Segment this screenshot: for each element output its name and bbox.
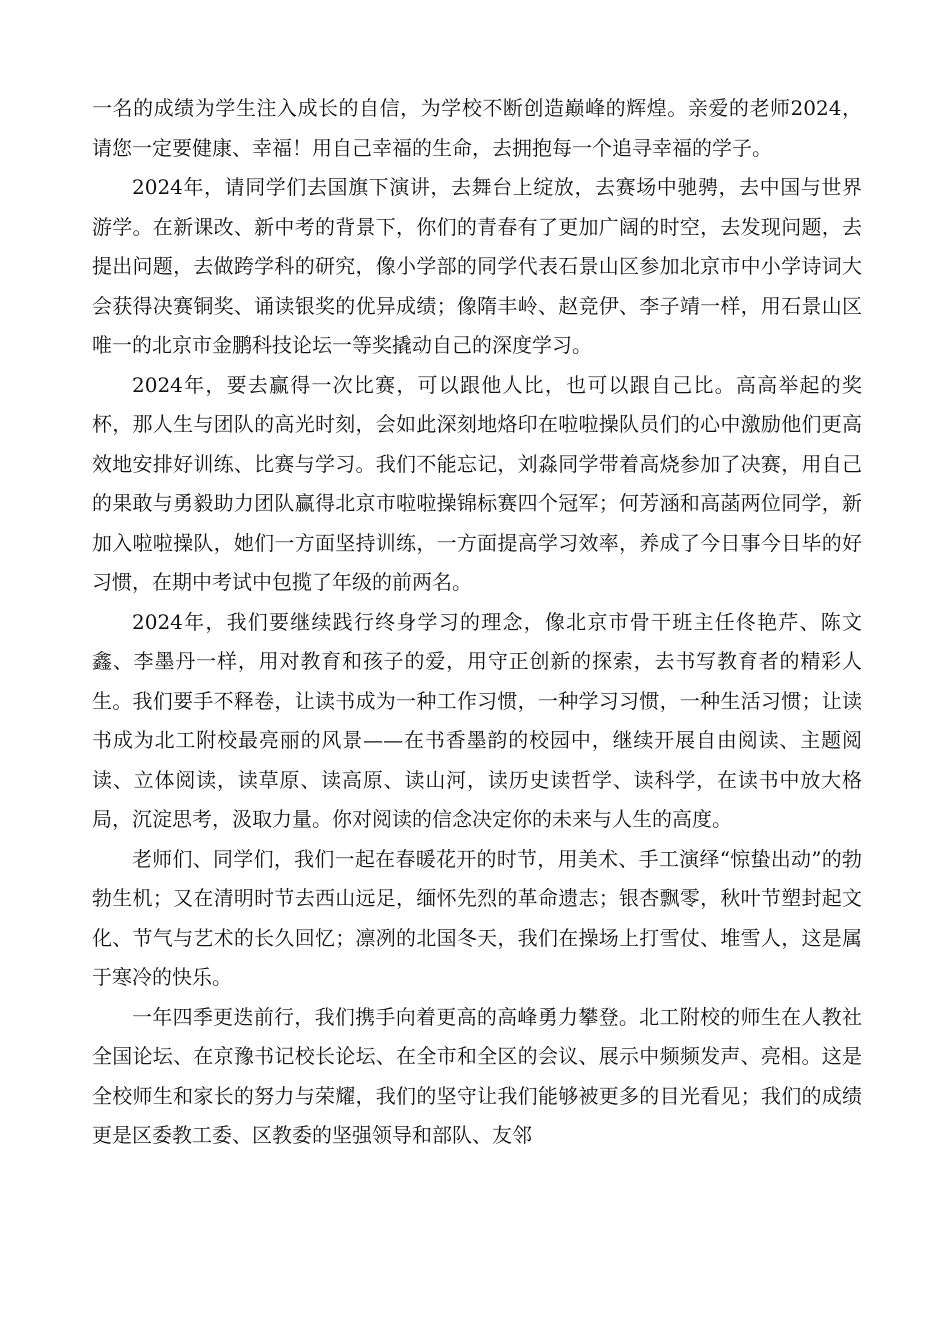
- paragraph-1: 一名的成绩为学生注入成长的自信，为学校不断创造巅峰的辉煌。亲爱的老师2024，请您一定要健康、幸福！用自己幸福的生命，去拥抱每一个追寻幸福的学子。: [92, 96, 862, 160]
- document-page: [92, 89, 862, 1156]
- paragraph-5: 老师们、同学们，我们一起在春暖花开的时节，用美术、手工演绎“惊蛰出动”的勃勃生机；又在清明时节去西山远足，缅怀先烈的革命遗志；银杏飘零，秋叶节塑封起文化、节气与艺术的长久回忆；凛冽的北国冬天，我们在操场上打雪仗、堆雪人，这是属于寒冷的快乐。: [92, 846, 862, 989]
- paragraph-2: 2024年，请同学们去国旗下演讲，去舞台上绽放，去赛场中驰骋，去中国与世界游学。在新课改、新中考的背景下，你们的青春有了更加广阔的时空，去发现问题，去提出问题，去做跨学科的研究，像小学部的同学代表石景山区参加北京市中小学诗词大会获得决赛铜奖、诵读银奖的优异成绩；像隋丰岭、赵竞伊、李子靖一样，用石景山区唯一的北京市金鹏科技论坛一等奖撬动自己的深度学习。: [92, 175, 862, 357]
- paragraph-3: 2024年，要去赢得一次比赛，可以跟他人比，也可以跟自己比。高高举起的奖杯，那人生与团队的高光时刻，会如此深刻地烙印在啦啦操队员们的心中激励他们更高效地安排好训练、比赛与学习。我们不能忘记，刘淼同学带着高烧参加了决赛，用自己的果敢与勇毅助力团队赢得北京市啦啦操锦标赛四个冠军；何芳涵和高菡两位同学，新加入啦啦操队，她们一方面坚持训练，一方面提高学习效率，养成了今日事今日毕的好习惯，在期中考试中包揽了年级的前两名。: [92, 372, 862, 594]
- paragraph-6: 一年四季更迭前行，我们携手向着更高的高峰勇力攀登。北工附校的师生在人教社全国论坛、在京豫书记校长论坛、在全市和全区的会议、展示中频频发声、亮相。这是全校师生和家长的努力与荣耀，我们的坚守让我们能够被更多的目光看见；我们的成绩更是区委教工委、区教委的坚强领导和部队、友邻: [92, 1004, 862, 1147]
- paragraph-4: 2024年，我们要继续践行终身学习的理念，像北京市骨干班主任佟艳芹、陈文鑫、李墨丹一样，用对教育和孩子的爱，用守正创新的探索，去书写教育者的精彩人生。我们要手不释卷，让读书成为一种工作习惯，一种学习习惯，一种生活习惯；让读书成为北工附校最亮丽的风景——在书香墨韵的校园中，继续开展自由阅读、主题阅读、立体阅读，读草原、读高原、读山河，读历史读哲学、读科学，在读书中放大格局，沉淀思考，汲取力量。你对阅读的信念决定你的未来与人生的高度。: [92, 609, 862, 831]
